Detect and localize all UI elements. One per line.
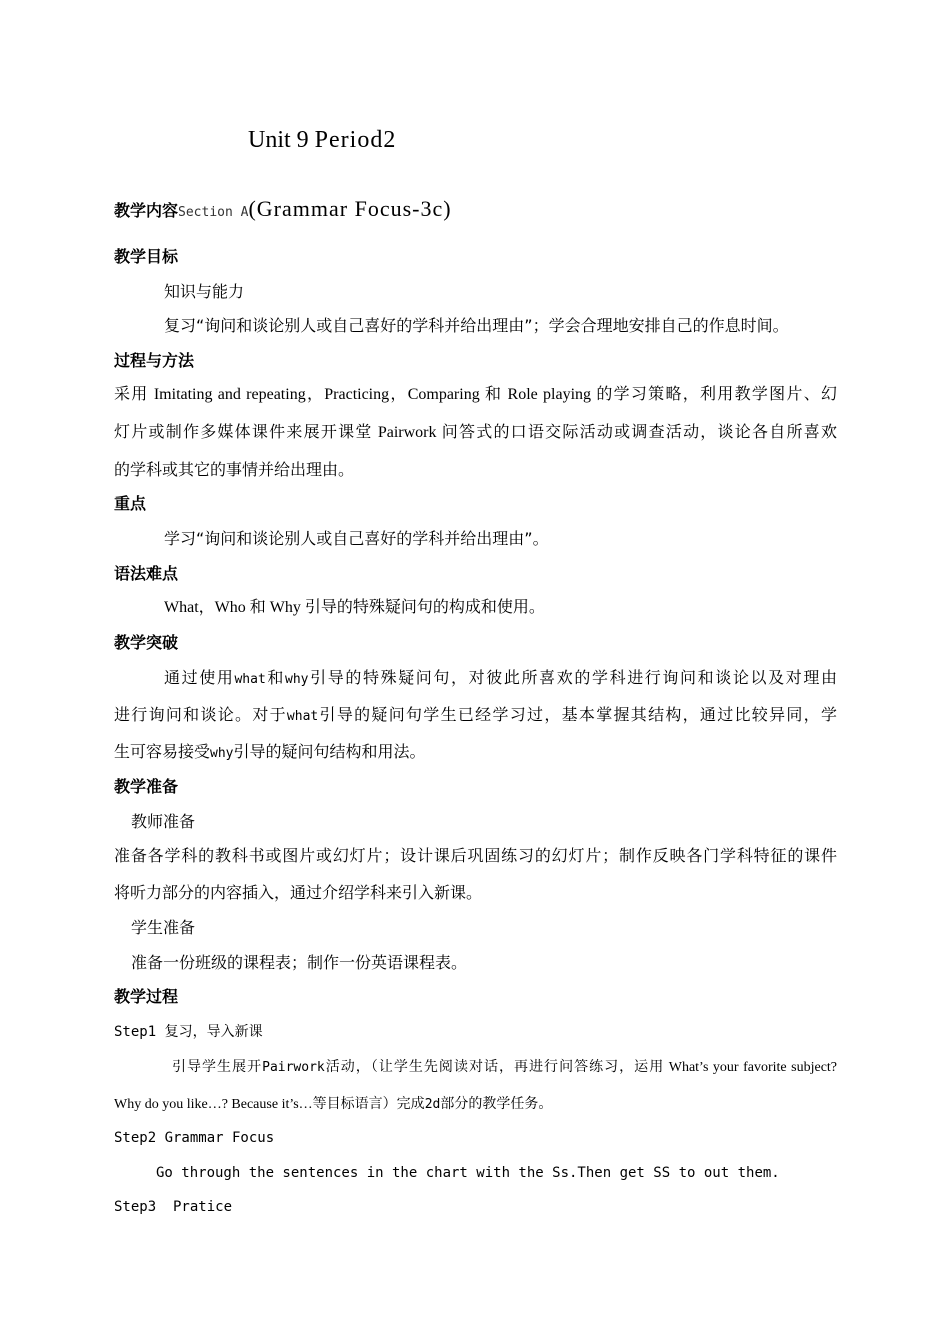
content-focus: (Grammar Focus-3c) xyxy=(248,196,452,221)
bt-l1-why: why xyxy=(285,672,309,687)
step1-line-1 xyxy=(172,1056,837,1079)
bt-l1-c: 引导的特殊疑问句，对彼此所喜欢的学科进行询问和谈论以及对理由 xyxy=(308,668,837,687)
key-point-text: 学习“询问和谈论别人或自己喜好的学科并给出理由”。 xyxy=(164,529,549,548)
preparation-heading: 教学准备 xyxy=(114,777,179,796)
bt-l1-a: 通过使用 xyxy=(164,668,235,687)
step3-title: Step3 Pratice xyxy=(114,1199,233,1215)
process-heading: 过程与方法 xyxy=(114,351,195,370)
step2-text: Go through the sentences in the chart with the Ss.Then get SS to out them. xyxy=(156,1165,780,1181)
difficulty-heading: 语法难点 xyxy=(114,564,179,583)
bt-l2-b: 引导的疑问句学生已经学习过，基本掌握其结构，通过比较异同，学 xyxy=(318,705,837,724)
bt-l3-a: 生可容易接受 xyxy=(114,742,211,761)
process-line-3: 的学科或其它的事情并给出理由。 xyxy=(114,460,355,479)
title-unit: Unit 9 xyxy=(248,127,309,153)
content-line xyxy=(114,194,452,228)
step1-l1-pairwork: Pairwork xyxy=(262,1060,325,1075)
step1-l2-2d: 2d xyxy=(424,1097,441,1112)
procedure-heading: 教学过程 xyxy=(114,987,179,1006)
process-line-2: 灯片或制作多媒体课件来展开课堂 Pairwork 问答式的口语交际活动或调查活动，谈论各自所喜欢 xyxy=(114,424,837,441)
teacher-prep-heading: 教师准备 xyxy=(131,812,196,831)
content-label: 教学内容 xyxy=(114,201,179,220)
bt-l3-b: 引导的疑问句结构和用法。 xyxy=(233,742,426,761)
bt-l1-what: what xyxy=(234,672,266,687)
breakthrough-line-1 xyxy=(164,667,837,691)
title-period: Period2 xyxy=(314,127,397,153)
step1-l2-a: Why do you like…? Because it’s…等目标语言）完成 xyxy=(114,1097,425,1112)
teacher-prep-line-1: 准备各学科的教科书或图片或幻灯片；设计课后巩固练习的幻灯片；制作反映各门学科特征的课件 xyxy=(114,846,837,865)
student-prep-heading: 学生准备 xyxy=(131,918,196,937)
step1-l2-b: 部分的教学任务。 xyxy=(440,1096,553,1112)
bt-l2-a: 进行询问和谈论。对于 xyxy=(114,705,287,724)
bt-l3-why: why xyxy=(210,746,234,761)
difficulty-text: What，Who 和 Why 引导的特殊疑问句的构成和使用。 xyxy=(164,599,545,616)
objectives-text: 复习“询问和谈论别人或自己喜好的学科并给出理由”；学会合理地安排自己的作息时间。 xyxy=(164,316,789,335)
teacher-prep-line-2: 将听力部分的内容插入，通过介绍学科来引入新课。 xyxy=(114,883,483,902)
bt-l1-b: 和 xyxy=(265,668,286,687)
step1-line-2 xyxy=(114,1093,552,1116)
breakthrough-line-2 xyxy=(114,704,837,728)
process-line-1: 采用 Imitating and repeating，Practicing，Comparing 和 Role playing 的学习策略，利用教学图片、幻 xyxy=(114,386,837,403)
student-prep-text: 准备一份班级的课程表；制作一份英语课程表。 xyxy=(131,953,468,972)
breakthrough-line-3 xyxy=(114,741,426,765)
step1-l1-b: 活动，（让学生先阅读对话，再进行问答练习，运用 What’s your favorite subject? xyxy=(324,1060,838,1075)
step1-l1-a: 引导学生展开 xyxy=(172,1059,263,1075)
step2-title: Step2 Grammar Focus xyxy=(114,1130,275,1146)
bt-l2-what: what xyxy=(286,709,319,724)
key-point-heading: 重点 xyxy=(114,494,147,513)
breakthrough-heading: 教学突破 xyxy=(114,633,179,652)
objectives-heading: 教学目标 xyxy=(114,247,179,266)
content-section: Section A xyxy=(178,205,249,220)
page-title xyxy=(248,125,396,155)
objectives-sub: 知识与能力 xyxy=(164,282,245,301)
step1-title: Step1 复习，导入新课 xyxy=(114,1024,263,1040)
